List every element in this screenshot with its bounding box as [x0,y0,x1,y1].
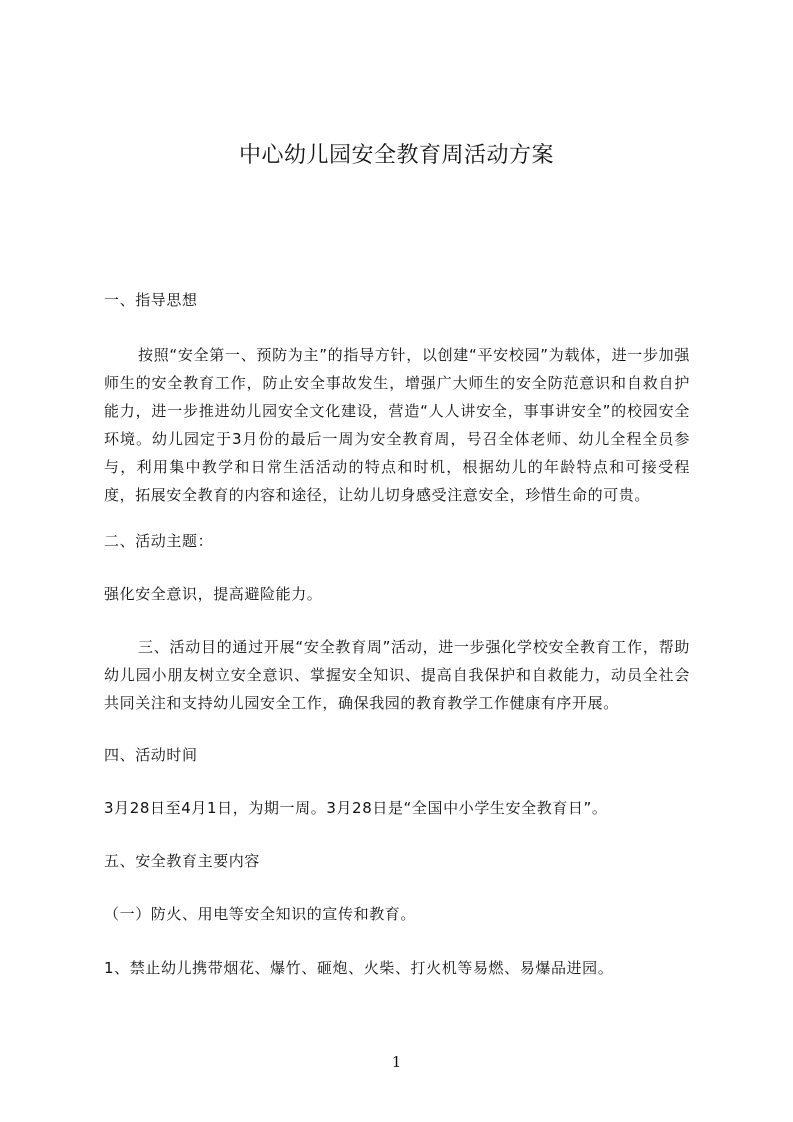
subsection-fire-electricity: （一）防火、用电等安全知识的宣传和教育。 [104,905,417,923]
section-heading-activity-theme: 二、活动主题： [104,532,214,550]
section-heading-activity-time: 四、活动时间 [104,746,198,764]
section-heading-guiding-ideology: 一、指导思想 [104,291,198,309]
list-item-1: 1、禁止幼儿携带烟花、爆竹、砸炮、火柴、打火机等易燃、易爆品进园。 [104,959,614,977]
section-body-activity-purpose: 三、活动目的通过开展“安全教育周”活动，进一步强化学校安全教育工作，帮助幼儿园小朋友树立安全意识、掌握安全知识、提高自我保护和自救能力，动员全社会共同关注和支持幼儿园安全工作，确保我园的教育教学工作健康有序开展。 [104,638,690,712]
section-heading-main-content: 五、安全教育主要内容 [104,852,261,870]
document-title: 中心幼儿园安全教育周活动方案 [238,143,554,168]
page-number: 1 [391,1053,402,1071]
section-body-activity-time: 3月28日至4月1日，为期一周。3月28日是“全国中小学生安全教育日”。 [104,799,608,817]
section-body-guiding-ideology: 按照“安全第一、预防为主”的指导方针，以创建“平安校园”为载体，进一步加强师生的安全教育工作，防止安全事故发生，增强广大师生的安全防范意识和自救自护能力，进一步推进幼儿园安全文化建设，营造“人人讲安全，事事讲安全”的校园安全环境。幼儿园定于3月份的最后一周为安全教育周，号召全体老师、幼儿全程全员参与，利用集中教学和日常生活活动的特点和时机，根据幼儿的年龄特点和可接受程度，拓展安全教育的内容和途径，让幼儿切身感受注意安全，珍惜生命的可贵。 [104,346,690,504]
section-body-activity-theme: 强化安全意识，提高避险能力。 [104,585,323,603]
